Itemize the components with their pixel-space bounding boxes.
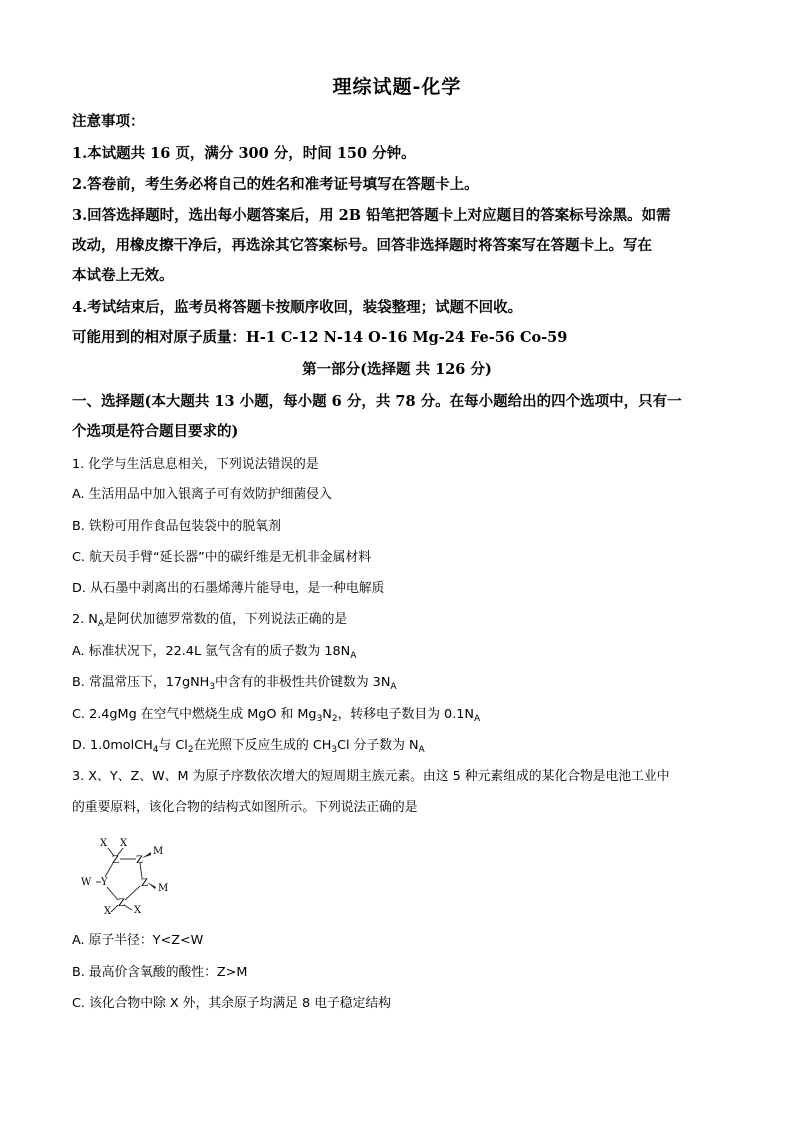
structure-diagram: [76, 832, 172, 914]
q1-option-c: C. 航天员手臂“延长器”中的碳纤维是无机非金属材料: [72, 550, 372, 565]
atom-label-m: M: [158, 883, 169, 894]
notice-item-2: 2.答卷前，考生务必将自己的姓名和准考证号填写在答题卡上。: [72, 176, 479, 193]
q1-option-a: A. 生活用品中加入银离子可有效防护细菌侵入: [72, 487, 332, 502]
q3-stem-cont: 的重要原料，该化合物的结构式如图所示。下列说法正确的是: [72, 800, 418, 815]
atom-label-x: X: [100, 838, 108, 849]
q3-option-a: A. 原子半径：Y<Z<W: [72, 933, 204, 948]
atomic-mass-line: 可能用到的相对原子质量：H-1 C-12 N-14 O-16 Mg-24 Fe-56 Co-59: [72, 329, 568, 346]
atom-label-m: M: [153, 846, 164, 857]
atom-label-y: Y: [101, 877, 108, 888]
q2-option-a: A. 标准状况下，22.4L 氩气含有的质子数为 $18N_A$: [72, 644, 357, 661]
page-title: 理综试题-化学: [332, 76, 462, 98]
atom-label-x: X: [134, 905, 142, 914]
q3-stem: 3. X、Y、Z、W、M 为原子序数依次增大的短周期主族元素。由这 5 种元素组成的某化合物是电池工业中: [72, 769, 670, 784]
q2-option-d: D. 1.0molCH$_4$与 $Cl_2$在光照下反应生成的 $CH_3Cl$ 分子数为 $N_A$: [72, 738, 425, 755]
q1-option-d: D. 从石墨中剥离出的石墨烯薄片能导电，是一种电解质: [72, 581, 385, 596]
q1-option-b: B. 铁粉可用作食品包装袋中的脱氧剂: [72, 519, 281, 534]
q1-stem: 1. 化学与生活息息相关，下列说法错误的是: [72, 457, 319, 472]
atom-label-x: X: [104, 906, 112, 914]
atom-label-z: Z: [136, 855, 143, 866]
part-heading: 第一部分(选择题 共 126 分): [302, 361, 492, 378]
atom-label-x: X: [120, 838, 128, 849]
section-heading-cont: 个选项是符合题目要求的): [72, 423, 239, 440]
notice-heading: 注意事项：: [72, 113, 145, 130]
q2-option-c: C. 2.4gMg 在空气中燃烧生成 MgO 和 $Mg_3N_2$，转移电子数目为 $0.1N_A$: [72, 707, 481, 724]
atom-label-z: Z: [118, 898, 125, 909]
notice-item-3-cont: 改动，用橡皮擦干净后，再选涂其它答案标号。回答非选择题时将答案写在答题卡上。写在: [72, 237, 652, 254]
q3-option-b: B. 最高价含氧酸的酸性：Z>M: [72, 965, 248, 980]
atom-label-z: Z: [141, 878, 148, 889]
q2-stem: 2. $N_A$是阿伏加德罗常数的值，下列说法正确的是: [72, 612, 348, 629]
notice-item-3-end: 本试卷上无效。: [72, 267, 174, 284]
atom-label-w: W: [81, 877, 92, 888]
q3-option-c: C. 该化合物中除 X 外，其余原子均满足 8 电子稳定结构: [72, 996, 391, 1011]
notice-item-3: 3.回答选择题时，选出每小题答案后，用 2B 铅笔把答题卡上对应题目的答案标号涂黑。如需: [72, 207, 671, 224]
notice-item-1: 1.本试题共 16 页，满分 300 分，时间 150 分钟。: [72, 145, 416, 162]
q2-option-b: B. 常温常压下，17gNH$_3$中含有的非极性共价键数为 $3N_A$: [72, 675, 397, 692]
notice-item-4: 4.考试结束后，监考员将答题卡按顺序收回，装袋整理；试题不回收。: [72, 299, 523, 316]
atom-label-z: Z: [112, 855, 119, 866]
section-heading: 一、选择题(本大题共 13 小题，每小题 6 分，共 78 分。在每小题给出的四个选项中，只有一: [72, 393, 682, 410]
